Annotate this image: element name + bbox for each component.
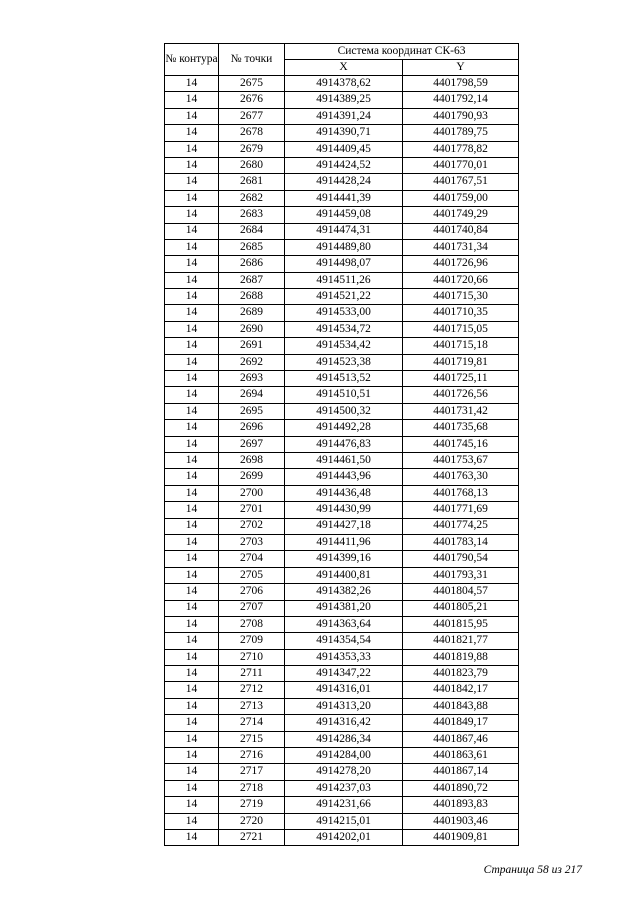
cell-contour: 14 [165,272,219,288]
cell-y: 4401740,84 [403,223,519,239]
cell-contour: 14 [165,584,219,600]
cell-y: 4401715,05 [403,321,519,337]
cell-y: 4401805,21 [403,600,519,616]
cell-y: 4401909,81 [403,829,519,845]
table-row [165,403,519,419]
cell-x: 4914443,96 [285,469,403,485]
cell-contour: 14 [165,403,219,419]
cell-contour: 14 [165,469,219,485]
cell-y: 4401867,14 [403,764,519,780]
table-row [165,534,519,550]
cell-contour: 14 [165,813,219,829]
cell-contour: 14 [165,289,219,305]
cell-y: 4401715,30 [403,289,519,305]
table-row [165,649,519,665]
cell-x: 4914476,83 [285,436,403,452]
cell-y: 4401763,30 [403,469,519,485]
cell-point: 2719 [219,797,285,813]
table-row [165,207,519,223]
cell-x: 4914363,64 [285,616,403,632]
cell-contour: 14 [165,436,219,452]
cell-contour: 14 [165,666,219,682]
cell-point: 2675 [219,76,285,92]
cell-x: 4914399,16 [285,551,403,567]
coordinates-table [164,43,519,846]
table-row [165,239,519,255]
table-row [165,748,519,764]
cell-y: 4401768,13 [403,485,519,501]
cell-contour: 14 [165,354,219,370]
cell-y: 4401710,35 [403,305,519,321]
cell-x: 4914430,99 [285,502,403,518]
cell-x: 4914378,62 [285,76,403,92]
cell-y: 4401725,11 [403,371,519,387]
cell-point: 2707 [219,600,285,616]
header-x: X [285,60,403,76]
cell-x: 4914284,00 [285,748,403,764]
table-row [165,485,519,501]
cell-contour: 14 [165,371,219,387]
cell-contour: 14 [165,190,219,206]
table-row [165,567,519,583]
table-row [165,616,519,632]
cell-contour: 14 [165,633,219,649]
cell-contour: 14 [165,715,219,731]
table-row [165,452,519,468]
cell-contour: 14 [165,125,219,141]
cell-x: 4914231,66 [285,797,403,813]
table-row [165,436,519,452]
cell-contour: 14 [165,305,219,321]
cell-point: 2692 [219,354,285,370]
table-row [165,829,519,845]
cell-contour: 14 [165,764,219,780]
cell-x: 4914409,45 [285,141,403,157]
cell-x: 4914347,22 [285,666,403,682]
table-row [165,174,519,190]
cell-contour: 14 [165,321,219,337]
cell-contour: 14 [165,420,219,436]
cell-contour: 14 [165,829,219,845]
table-row [165,633,519,649]
cell-x: 4914353,33 [285,649,403,665]
table-row [165,813,519,829]
cell-y: 4401890,72 [403,780,519,796]
cell-x: 4914441,39 [285,190,403,206]
cell-y: 4401759,00 [403,190,519,206]
table-row [165,764,519,780]
table-row [165,387,519,403]
table-row [165,600,519,616]
cell-contour: 14 [165,534,219,550]
table-row [165,731,519,747]
cell-y: 4401792,14 [403,92,519,108]
cell-x: 4914411,96 [285,534,403,550]
cell-point: 2703 [219,534,285,550]
table-row [165,584,519,600]
cell-y: 4401821,77 [403,633,519,649]
cell-point: 2717 [219,764,285,780]
cell-y: 4401849,17 [403,715,519,731]
cell-contour: 14 [165,748,219,764]
header-coordinate-system: Система координат СК-63 [285,44,519,60]
cell-y: 4401719,81 [403,354,519,370]
header-point-number: № точки [219,44,285,76]
cell-contour: 14 [165,174,219,190]
cell-point: 2685 [219,239,285,255]
cell-point: 2683 [219,207,285,223]
cell-y: 4401843,88 [403,698,519,714]
table-row [165,92,519,108]
table-row [165,223,519,239]
cell-x: 4914390,71 [285,125,403,141]
table-row [165,469,519,485]
cell-y: 4401863,61 [403,748,519,764]
cell-y: 4401731,42 [403,403,519,419]
cell-point: 2687 [219,272,285,288]
cell-x: 4914534,42 [285,338,403,354]
table-row [165,256,519,272]
cell-point: 2721 [219,829,285,845]
cell-point: 2718 [219,780,285,796]
cell-point: 2702 [219,518,285,534]
cell-point: 2680 [219,157,285,173]
cell-x: 4914459,08 [285,207,403,223]
cell-x: 4914316,42 [285,715,403,731]
table-row [165,321,519,337]
cell-point: 2676 [219,92,285,108]
cell-point: 2700 [219,485,285,501]
cell-x: 4914202,01 [285,829,403,845]
cell-contour: 14 [165,649,219,665]
cell-y: 4401783,14 [403,534,519,550]
cell-x: 4914382,26 [285,584,403,600]
cell-point: 2699 [219,469,285,485]
cell-point: 2697 [219,436,285,452]
cell-point: 2715 [219,731,285,747]
cell-contour: 14 [165,682,219,698]
cell-contour: 14 [165,223,219,239]
cell-point: 2695 [219,403,285,419]
table-row [165,272,519,288]
cell-point: 2682 [219,190,285,206]
cell-y: 4401790,54 [403,551,519,567]
cell-point: 2714 [219,715,285,731]
cell-point: 2689 [219,305,285,321]
cell-contour: 14 [165,731,219,747]
table-body [165,76,519,846]
table-row [165,797,519,813]
cell-contour: 14 [165,616,219,632]
cell-y: 4401819,88 [403,649,519,665]
cell-point: 2681 [219,174,285,190]
page-number: Страница 58 из 217 [483,864,582,876]
table-row [165,141,519,157]
cell-x: 4914461,50 [285,452,403,468]
cell-x: 4914424,52 [285,157,403,173]
table-row [165,518,519,534]
cell-point: 2716 [219,748,285,764]
cell-contour: 14 [165,76,219,92]
cell-y: 4401778,82 [403,141,519,157]
cell-contour: 14 [165,518,219,534]
cell-contour: 14 [165,485,219,501]
cell-y: 4401903,46 [403,813,519,829]
cell-x: 4914391,24 [285,108,403,124]
table-row [165,338,519,354]
cell-x: 4914534,72 [285,321,403,337]
cell-x: 4914510,51 [285,387,403,403]
cell-y: 4401749,29 [403,207,519,223]
cell-x: 4914389,25 [285,92,403,108]
header-row-top [165,44,519,60]
cell-contour: 14 [165,567,219,583]
cell-contour: 14 [165,387,219,403]
cell-x: 4914498,07 [285,256,403,272]
cell-x: 4914474,31 [285,223,403,239]
cell-y: 4401767,51 [403,174,519,190]
table-row [165,551,519,567]
cell-contour: 14 [165,551,219,567]
table-row [165,502,519,518]
cell-x: 4914278,20 [285,764,403,780]
cell-x: 4914436,48 [285,485,403,501]
cell-x: 4914237,03 [285,780,403,796]
cell-point: 2713 [219,698,285,714]
cell-y: 4401842,17 [403,682,519,698]
cell-point: 2677 [219,108,285,124]
cell-point: 2690 [219,321,285,337]
cell-contour: 14 [165,256,219,272]
cell-y: 4401815,95 [403,616,519,632]
cell-point: 2712 [219,682,285,698]
table-row [165,715,519,731]
cell-contour: 14 [165,452,219,468]
cell-x: 4914427,18 [285,518,403,534]
cell-contour: 14 [165,92,219,108]
cell-x: 4914521,22 [285,289,403,305]
cell-y: 4401774,25 [403,518,519,534]
table-row [165,682,519,698]
cell-x: 4914215,01 [285,813,403,829]
cell-y: 4401798,59 [403,76,519,92]
cell-y: 4401753,67 [403,452,519,468]
cell-contour: 14 [165,698,219,714]
table-row [165,108,519,124]
cell-contour: 14 [165,239,219,255]
cell-x: 4914428,24 [285,174,403,190]
table-row [165,420,519,436]
cell-y: 4401770,01 [403,157,519,173]
cell-x: 4914489,80 [285,239,403,255]
cell-x: 4914313,20 [285,698,403,714]
cell-y: 4401726,56 [403,387,519,403]
table-row [165,354,519,370]
cell-x: 4914354,54 [285,633,403,649]
cell-point: 2701 [219,502,285,518]
cell-point: 2720 [219,813,285,829]
table-row [165,76,519,92]
cell-contour: 14 [165,780,219,796]
cell-contour: 14 [165,502,219,518]
cell-x: 4914316,01 [285,682,403,698]
cell-contour: 14 [165,600,219,616]
table-row [165,666,519,682]
cell-y: 4401823,79 [403,666,519,682]
cell-x: 4914523,38 [285,354,403,370]
table-row [165,157,519,173]
cell-y: 4401893,83 [403,797,519,813]
table-row [165,289,519,305]
cell-point: 2694 [219,387,285,403]
cell-y: 4401735,68 [403,420,519,436]
cell-point: 2705 [219,567,285,583]
cell-x: 4914533,00 [285,305,403,321]
table-row [165,305,519,321]
cell-y: 4401745,16 [403,436,519,452]
table-row [165,780,519,796]
cell-x: 4914511,26 [285,272,403,288]
cell-point: 2698 [219,452,285,468]
cell-point: 2708 [219,616,285,632]
cell-y: 4401790,93 [403,108,519,124]
cell-x: 4914400,81 [285,567,403,583]
cell-point: 2686 [219,256,285,272]
cell-contour: 14 [165,157,219,173]
cell-y: 4401731,34 [403,239,519,255]
cell-contour: 14 [165,108,219,124]
cell-point: 2678 [219,125,285,141]
cell-point: 2679 [219,141,285,157]
table-row [165,190,519,206]
cell-point: 2693 [219,371,285,387]
cell-point: 2691 [219,338,285,354]
cell-y: 4401793,31 [403,567,519,583]
cell-contour: 14 [165,797,219,813]
cell-y: 4401720,66 [403,272,519,288]
cell-x: 4914286,34 [285,731,403,747]
table-row [165,125,519,141]
cell-x: 4914513,52 [285,371,403,387]
cell-contour: 14 [165,207,219,223]
cell-x: 4914492,28 [285,420,403,436]
cell-x: 4914381,20 [285,600,403,616]
cell-point: 2709 [219,633,285,649]
cell-point: 2684 [219,223,285,239]
header-y: Y [403,60,519,76]
cell-y: 4401771,69 [403,502,519,518]
cell-point: 2688 [219,289,285,305]
cell-point: 2710 [219,649,285,665]
cell-y: 4401804,57 [403,584,519,600]
cell-point: 2704 [219,551,285,567]
cell-y: 4401715,18 [403,338,519,354]
header-contour-number: № контура [165,44,219,76]
cell-point: 2711 [219,666,285,682]
cell-contour: 14 [165,338,219,354]
cell-y: 4401726,96 [403,256,519,272]
table-row [165,698,519,714]
cell-point: 2706 [219,584,285,600]
cell-x: 4914500,32 [285,403,403,419]
cell-y: 4401789,75 [403,125,519,141]
cell-y: 4401867,46 [403,731,519,747]
table-row [165,371,519,387]
cell-contour: 14 [165,141,219,157]
cell-point: 2696 [219,420,285,436]
